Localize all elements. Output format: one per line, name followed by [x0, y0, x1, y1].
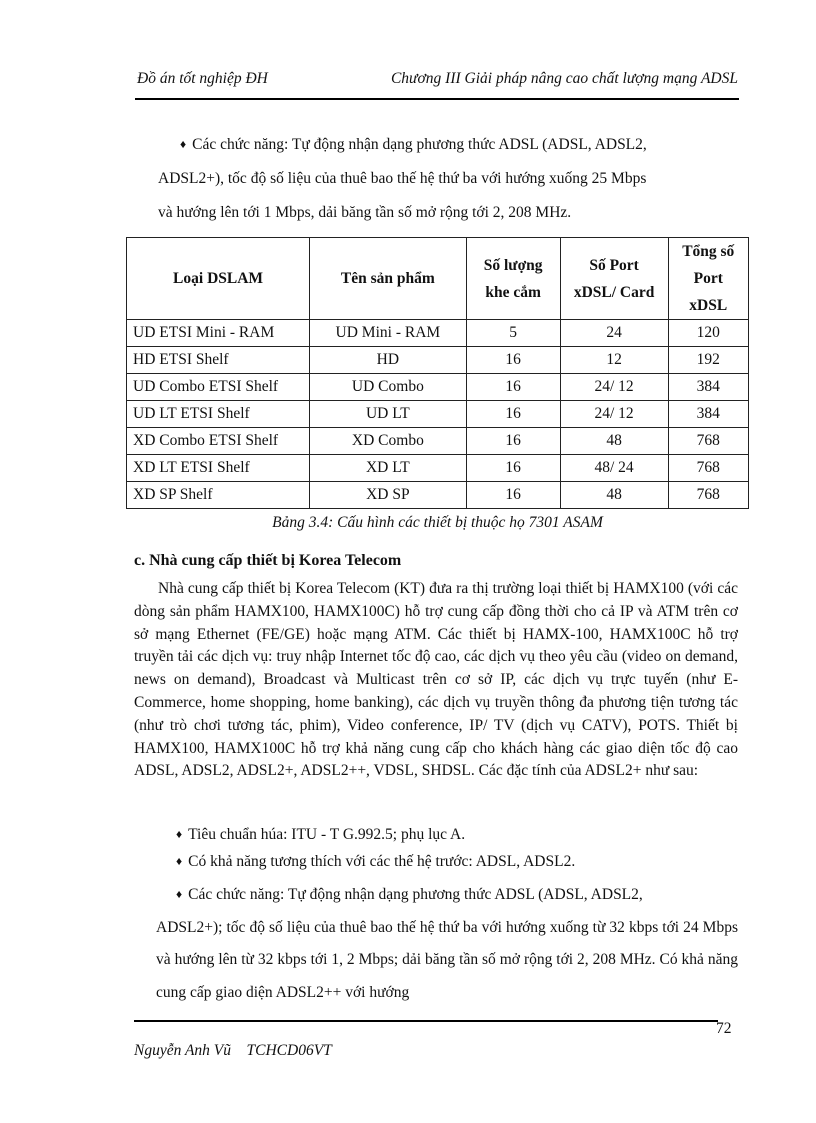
table-cell: UD Mini - RAM — [310, 320, 467, 347]
table-cell: 16 — [466, 401, 560, 428]
col-header-product-name: Tên sản phẩm — [310, 238, 467, 320]
header-divider — [135, 98, 739, 100]
table-cell: 192 — [668, 347, 749, 374]
table-cell: HD ETSI Shelf — [127, 347, 310, 374]
table-cell: 24 — [560, 320, 668, 347]
table-cell: UD ETSI Mini - RAM — [127, 320, 310, 347]
table-cell: 384 — [668, 401, 749, 428]
feature-bullet-2 — [176, 853, 738, 871]
feature-bullet-3-line1: Các chức năng: Tự động nhận dạng phương thức ADSL (ADSL, ADSL2, — [188, 886, 643, 903]
table-row — [127, 374, 749, 401]
diamond-bullet-icon: ♦ — [180, 137, 187, 151]
intro-bullet-paragraph — [158, 127, 738, 230]
table-cell: XD LT ETSI Shelf — [127, 455, 310, 482]
table-cell: 768 — [668, 455, 749, 482]
table-cell: 384 — [668, 374, 749, 401]
feature-bullet-1-text: Tiêu chuẩn húa: ITU - T G.992.5; phụ lục A. — [188, 826, 466, 843]
diamond-bullet-icon: ♦ — [176, 887, 183, 901]
table-cell: 16 — [466, 455, 560, 482]
footer-author: Nguyễn Anh Vũ TCHCD06VT — [134, 1042, 332, 1059]
table-cell: 16 — [466, 347, 560, 374]
header-chapter-title: Chương III Giải pháp nâng cao chất lượng mạng ADSL — [390, 70, 738, 87]
feature-bullet-3 — [156, 878, 738, 1009]
table-cell: XD SP — [310, 482, 467, 509]
table-cell: XD Combo ETSI Shelf — [127, 428, 310, 455]
footer-divider — [134, 1020, 718, 1022]
table-cell: 16 — [466, 428, 560, 455]
table-cell: 768 — [668, 482, 749, 509]
table-cell: 120 — [668, 320, 749, 347]
diamond-bullet-icon: ♦ — [176, 854, 183, 868]
table-cell: 768 — [668, 428, 749, 455]
table-cell: UD LT — [310, 401, 467, 428]
feature-bullet-2-text: Có khả năng tương thích với các thế hệ trước: ADSL, ADSL2. — [188, 853, 576, 870]
table-cell: 24/ 12 — [560, 401, 668, 428]
col-header-dslam-type: Loại DSLAM — [127, 238, 310, 320]
table-row — [127, 320, 749, 347]
diamond-bullet-icon: ♦ — [176, 827, 183, 841]
col-header-slot-count: Số lượng khe cắm — [466, 238, 560, 320]
intro-line-2: ADSL2+), tốc độ số liệu của thuê bao thế hệ thứ ba với hướng xuống 25 Mbps — [158, 170, 647, 187]
table-cell: 16 — [466, 374, 560, 401]
table-cell: UD Combo — [310, 374, 467, 401]
feature-bullet-3-rest: ADSL2+); tốc độ số liệu của thuê bao thế hệ thứ ba với hướng xuống từ 32 kbps tới 24 Mbps và hướng lên từ 32 kbps tới 1, 2 Mbps; dải băng tần số mở rộng tới 2, 208 MHz. Có khả năng cung cấp giao diện ADSL2++ với hướng — [156, 918, 738, 1001]
table-cell: 48 — [560, 482, 668, 509]
table-cell: 48/ 24 — [560, 455, 668, 482]
table-row — [127, 428, 749, 455]
table-row — [127, 455, 749, 482]
table-cell: 16 — [466, 482, 560, 509]
table-caption: Bảng 3.4: Cấu hình các thiết bị thuộc họ 7301 ASAM — [272, 514, 603, 531]
table-cell: XD Combo — [310, 428, 467, 455]
table-row — [127, 482, 749, 509]
table-cell: UD LT ETSI Shelf — [127, 401, 310, 428]
intro-line-3: và hướng lên tới 1 Mbps, dải băng tần số mở rộng tới 2, 208 MHz. — [158, 204, 572, 221]
table-row — [127, 401, 749, 428]
page-number: 72 — [716, 1020, 732, 1037]
table-cell: 12 — [560, 347, 668, 374]
section-title: c. Nhà cung cấp thiết bị Korea Telecom — [134, 552, 402, 569]
section-paragraph: Nhà cung cấp thiết bị Korea Telecom (KT) đưa ra thị trường loại thiết bị HAMX100 (với các dòng sản phẩm HAMX100, HAMX100C) hỗ trợ cung cấp đồng thời cho cả IP và ATM trên cơ sở mạng Ethernet (FE/GE) hoặc mạng ATM. Các thiết bị HAMX-100, HAMX100C hỗ trợ truyền tải các dịch vụ: truy nhập Internet tốc độ cao, các dịch vụ theo yêu cầu (video on demand, news on demand), Broadcast và Multicast trên cơ sở IP, các dịch vụ trực tuyến (như E-Commerce, home shopping, home banking), các dịch vụ truyền thông đa phương tiện tương tác (như trò chơi tương tác, phim), Video conference, IP/ TV (dịch vụ CATV), POTS. Thiết bị HAMX100, HAMX100C hỗ trợ khả năng cung cấp cho khách hàng các giao diện tốc độ cao ADSL, ADSL2, ADSL2+, ADSL2++, VDSL, SHDSL. Các đặc tính của ADSL2+ như sau: — [134, 580, 738, 780]
header-left-title: Đồ án tốt nghiệp ĐH — [137, 70, 268, 87]
table-row — [127, 347, 749, 374]
intro-line-1: Các chức năng: Tự động nhận dạng phương thức ADSL (ADSL, ADSL2, — [192, 136, 647, 153]
table-cell: XD LT — [310, 455, 467, 482]
table-cell: 24/ 12 — [560, 374, 668, 401]
table-cell: 48 — [560, 428, 668, 455]
table-header-row — [127, 238, 749, 320]
feature-bullet-1 — [176, 826, 738, 844]
table-cell: UD Combo ETSI Shelf — [127, 374, 310, 401]
dslam-config-table — [126, 237, 749, 509]
table-cell: HD — [310, 347, 467, 374]
table-cell: XD SP Shelf — [127, 482, 310, 509]
col-header-ports-per-card: Số Port xDSL/ Card — [560, 238, 668, 320]
table-cell: 5 — [466, 320, 560, 347]
col-header-total-ports: Tổng số Port xDSL — [668, 238, 749, 320]
